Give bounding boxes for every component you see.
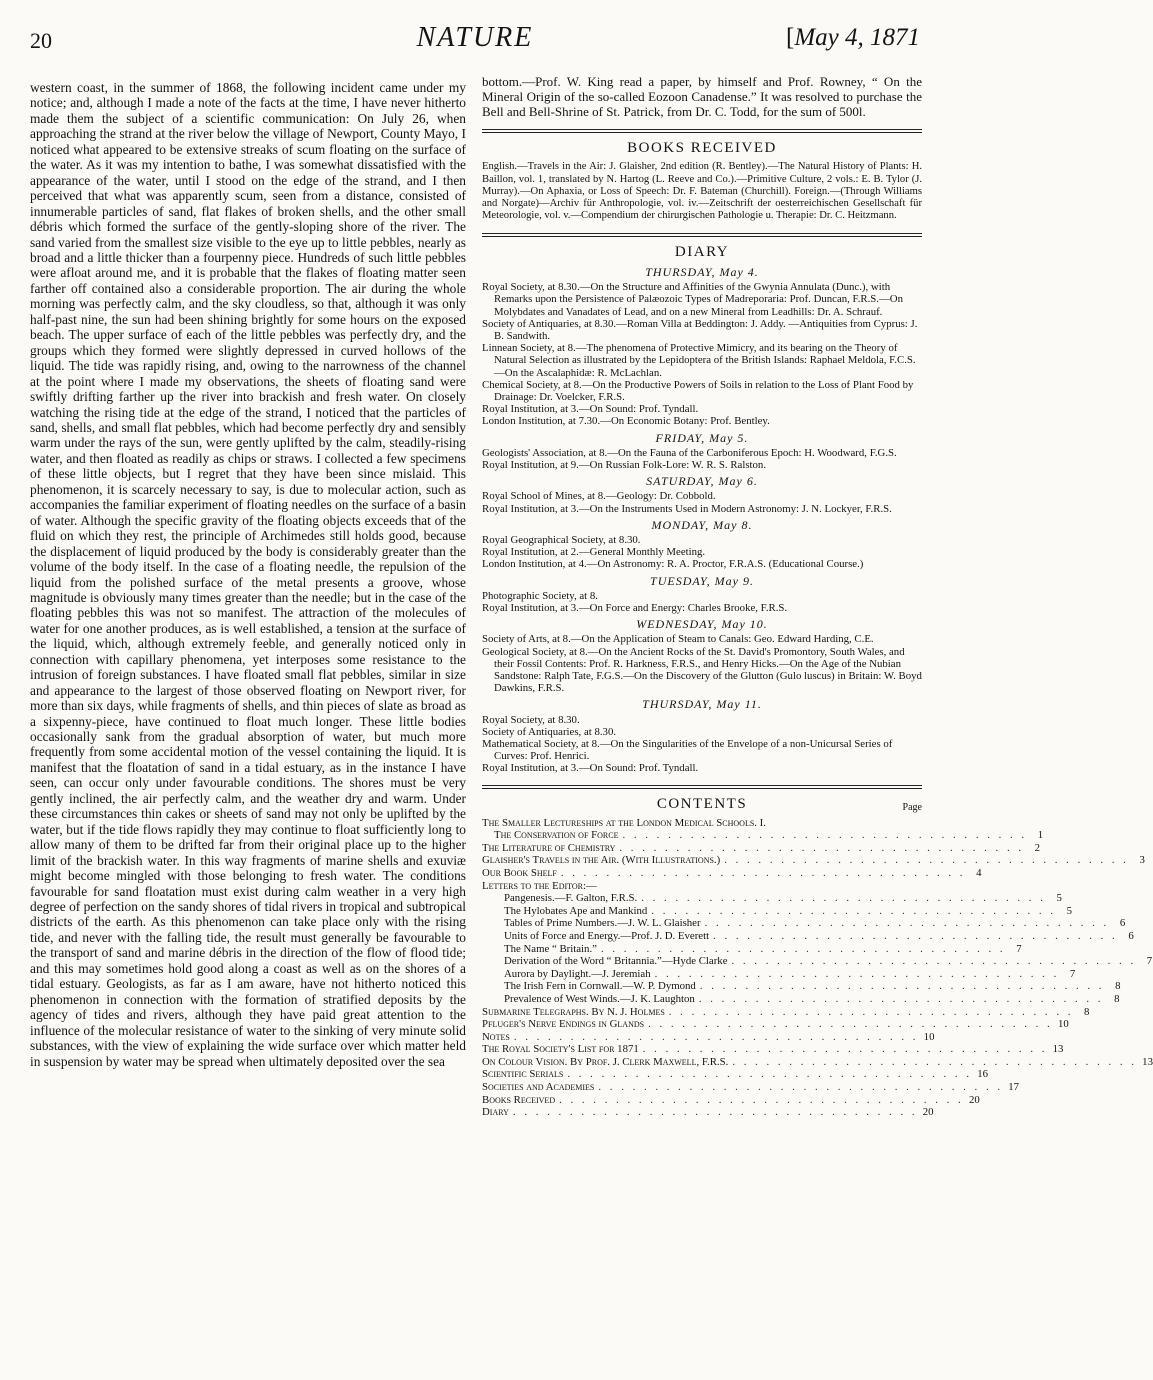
diary-entry: Royal Institution, at 3.—On Sound: Prof. Tyndall. bbox=[482, 762, 699, 775]
contents-item bbox=[482, 866, 982, 880]
contents-item bbox=[482, 841, 1041, 855]
diary-entry: Royal Institution, at 3.—On Sound: Prof. Tyndall. bbox=[482, 403, 699, 416]
section-divider bbox=[482, 233, 922, 237]
diary-entry: Royal Institution, at 3.—On the Instruments Used in Modern Astronomy: J. N. Lockyer, F.R.S. bbox=[482, 502, 892, 515]
contents-item bbox=[482, 1093, 980, 1107]
diary-entry: Royal Institution, at 9.—On Russian Folk-Lore: W. R. S. Ralston. bbox=[482, 458, 767, 471]
diary-entry: Photographic Society, at 8. bbox=[482, 589, 598, 602]
contents-page: 4 bbox=[976, 866, 982, 879]
diary-entry: Royal Institution, at 3.—On Force and Energy: Charles Brooke, F.R.S. bbox=[482, 601, 788, 614]
contents-item bbox=[482, 1081, 1020, 1094]
diary-day: FRIDAY, May 5. bbox=[655, 430, 749, 445]
books-heading: BOOKS RECEIVED bbox=[627, 140, 777, 156]
contents-item bbox=[482, 1030, 935, 1044]
contents-title: Pangenesis.—F. Galton, F.R.S. bbox=[504, 892, 638, 905]
contents-page: 7 bbox=[1146, 955, 1153, 968]
diary-entry: Society of Antiquaries, at 8.30.—Roman Villa at Beddington: J. Addy. —Antiquities from Cyprus: J. B. Sandwith. bbox=[482, 317, 918, 342]
contents-item bbox=[482, 980, 1121, 993]
diary-entry: Royal Society, at 8.30.—On the Structure and Affinities of the Gwynia Annulata (Dunc.), with Remarks upon the Persistence of Palæozoic Types of Madreporaria: Prof. Duncan, F.R.S.—On Molybdates and Vanadates of Lead, and on a new Mineral from Leadhills: Dr. A. Schrauf. bbox=[482, 281, 903, 318]
contents-item bbox=[482, 967, 1076, 981]
leader-dots: . . . . . . . . . . . . . . . . . . . . . . . . . . . . . . . . . . . . bbox=[567, 1068, 973, 1081]
section-divider bbox=[482, 785, 922, 789]
contents-title: Societies and Academies bbox=[482, 1081, 595, 1094]
diary-day: MONDAY, May 8. bbox=[651, 517, 753, 532]
leader-dots: . . . . . . . . . . . . . . . . . . . . . . . . . . . . . . . . . . . . bbox=[598, 1081, 1004, 1094]
contents-title: Tables of Prime Numbers.—J. W. L. Glaisher bbox=[504, 917, 701, 930]
contents-page: 10 bbox=[1057, 1018, 1069, 1031]
contents-title: The Conservation of Force bbox=[494, 829, 619, 842]
diary-entry: Linnean Society, at 8.—The phenomena of Protective Mimicry, and its bearing on the Theory of Natural Selection as illustrated by the Lepidoptera of the British Islands: Raphael Meldola, F.C.S.—On the Ascalaphidæ: R. McLachlan. bbox=[482, 342, 916, 379]
diary-entry: Royal School of Mines, at 8.—Geology: Dr. Cobbold. bbox=[482, 490, 716, 503]
contents-page: 7 bbox=[1069, 967, 1076, 980]
leader-dots: . . . . . . . . . . . . . . . . . . . . . . . . . . . . . . . . . . . . bbox=[654, 967, 1060, 980]
contents-header bbox=[482, 797, 922, 817]
contents-item bbox=[482, 992, 1120, 1006]
diary-entry: Royal Society, at 8.30. bbox=[482, 713, 580, 726]
article-text: western coast, in the summer of 1868, the following incident came under my notice; and, although I made a note of the facts at the time, I have never hitherto made them the subject of a scientific communication: On July 26, when approaching the strand at the river below the village of Newport, County Mayo, I noticed what appeared to be extensive streaks of scum floating on the surface of the water. As it was my intention to bathe, I was somewhat dissatisfied with the appearance of the water, until I stood on the edge of the strand, and I then perceived that what was apparently scum, seen from a distance, consisted of innumerable particles of sand, flat flakes of broken shells, and the other small débris which formed the surface of the gently-sloping shore of the river. The sand varied from the smallest size visible to the eye up to little pebbles, nearly as broad and a little thicker than a fourpenny piece. Hundreds of such little pebbles were afloat around me, and it is probable that the flakes of floating matter seen farther off contained also a considerable proportion. The air during the whole morning was perfectly calm, and the sky cloudless, so that, although it was only half-past nine, the sun had been shining brightly for some hours on the exposed beach. The upper surface of each of the little pebbles was perfectly dry, and the groups which they formed were slightly depressed in curved hollows of the liquid. The tide was rapidly rising, and, owing to the narrowness of the channel at the point where I made my observations, the sheets of floating sand were swiftly drifting farther up the river into brackish and fresh water. On closely watching the rising tide at the edge of the strand, I noticed that the particles of sand, shells, and small flat pebbles, which had become perfectly dry and sensibly warm under the rays of the sun, were gently uplifted by the calm, steadily-rising water, and then floated as readily as chips or straws. I collected a few specimens of these little objects, but I regret that they have been since mislaid. This phenomenon, it is scarcely necessary to say, is due to molecular action, such as accompanies the familiar experiment of floating needles on the surface of a basin of water. Although the specific gravity of the floating objects exceeds that of the fluid on which they rest, the principle of Archimedes still holds good, because the displacement of liquid produced by the body is considerably greater than the volume of the body itself. In the case of a floating needle, the repulsion of the liquid from the polished surface of the metal presents a groove, whose magnitude is obviously many times greater than the needle; but in the case of the floating pebbles this was not so manifest. The attraction of the molecules of water for one another produces, as is well established, a tension at the surface of the liquid, which, although extremely feeble, and generally noticed only in connection with capillary phenomena, yet interposes some resistance to the intrusion of foreign substances. I have floated small flat pebbles, similar in size and appearance to the largest of those observed floating on Newport river, for more than six days, while fragments of shells, and thin pieces of slate as broad as a sixpenny-piece, have continued to float much longer. These little bodies occasionally sank from the gradual absorption of water, but much more frequently from some accidental motion of the vessel containing the liquid. It is manifest that the floatation of sand in a tidal estuary, as in the instance I have seen, can occur only under favourable conditions. The shores must be very gently inclined, the air perfectly calm, and the weather dry and warm. Under these circumstances thin cakes or sheets of sand may not only be uplifted by the water, but if the tide flows rapidly they may continue to float sufficiently long to allow many of them to be drifted far from their original place up to the higher limit of the brackish water. In this way fragments of marine shells and exuviæ might become mingled with those belonging to fresh water. The conditions favourable for sand floatation must exist during calm weather in a very high degree of perfection on the sandy shores of tidal rivers in tropical and subtropical districts of the earth. As this phenomenon can take place only with the rising tide, and never with the falling tide, the result must generally be favourable to the transport of sand and marine débris in the direction of the flow of flood tide; and this may sometimes hold good along a coast as well as on the shores of a tidal estuary. Geologists, as far as I am aware, have not hitherto noticed this phenomenon in connection with the formation of stratified deposits by the agency of tides and rivers, although they have paid great attention to the influence of the molecular resistance of water to the sinking of very minute solid substances, with the view of explaining the wide surface over which matter held in suspension by water may be spread when ultimately deposited over the sea bbox=[30, 80, 466, 1069]
contents-page: 5 bbox=[1066, 904, 1072, 917]
leader-dots: . . . . . . . . . . . . . . . . . . . . . . . . . . . . . . . . . . . . bbox=[642, 1043, 1048, 1056]
leader-dots: . . . . . . . . . . . . . . . . . . . . . . . . . . . . . . . . . . . . bbox=[600, 942, 1006, 955]
leader-dots: . . . . . . . . . . . . . . . . . . . . . . . . . . . . . . . . . . . . bbox=[559, 1093, 964, 1106]
diary-entry: Chemical Society, at 8.—On the Productive Powers of Soils in relation to the Loss of Plant Food by Drainage: Dr. Voelcker, F.R.S. bbox=[482, 378, 914, 403]
contents-page: 8 bbox=[1115, 980, 1121, 993]
leader-dots: . . . . . . . . . . . . . . . . . . . . . . . . . . . . . . . . . . . . bbox=[704, 917, 1110, 930]
page-number: 20 bbox=[30, 28, 52, 53]
diary-day: THURSDAY, May 4. bbox=[645, 264, 759, 279]
contents-title: Units of Force and Energy.—Prof. J. D. Everett bbox=[504, 929, 710, 942]
leader-dots: . . . . . . . . . . . . . . . . . . . . . . . . . . . . . . . . . . . . bbox=[560, 866, 966, 879]
diary-entry: Mathematical Society, at 8.—On the Singularities of the Envelope of a non-Unicursal Series of Curves: Prof. Henrici. bbox=[482, 738, 893, 763]
leader-dots: . . . . . . . . . . . . . . . . . . . . . . . . . . . . . . . . . . . . bbox=[668, 1005, 1074, 1018]
diary-entry: Society of Arts, at 8.—On the Application of Steam to Canals: Geo. Edward Harding, C.E. bbox=[482, 633, 874, 646]
diary-day: THURSDAY, May 11. bbox=[642, 697, 762, 712]
contents-title: Diary bbox=[482, 1106, 509, 1119]
leader-dots: . . . . . . . . . . . . . . . . . . . . . . . . . . . . . . . . . . . . bbox=[622, 829, 1028, 842]
contents-title: Scientific Serials bbox=[482, 1068, 564, 1081]
contents-item bbox=[482, 817, 922, 830]
contents-item bbox=[482, 892, 1062, 905]
diary-list bbox=[482, 265, 922, 775]
contents-title: The Name “ Britain.” bbox=[504, 942, 597, 955]
contents-item bbox=[482, 1018, 1069, 1031]
contents-page: 20 bbox=[968, 1093, 980, 1106]
left-column bbox=[30, 80, 466, 1069]
leader-dots: . . . . . . . . . . . . . . . . . . . . . . . . . . . . . . . . . . . . bbox=[513, 1030, 919, 1043]
contents-title: Submarine Telegraphs. By N. J. Holmes bbox=[482, 1005, 665, 1018]
contents-page: 7 bbox=[1016, 942, 1022, 955]
diary-entry: Society of Antiquaries, at 8.30. bbox=[482, 725, 617, 738]
contents-page: 10 bbox=[923, 1030, 935, 1043]
diary-entry: London Institution, at 4.—On Astronomy: R. A. Proctor, F.R.A.S. (Educational Course.) bbox=[482, 558, 864, 571]
diary-day: SATURDAY, May 6. bbox=[646, 474, 758, 489]
diary-entry: Royal Geographical Society, at 8.30. bbox=[482, 533, 641, 546]
contents-title: Notes bbox=[482, 1030, 510, 1043]
page-column-label: Page bbox=[902, 801, 922, 813]
leader-dots: . . . . . . . . . . . . . . . . . . . . . . . . . . . . . . . . . . . . bbox=[724, 854, 1129, 867]
leader-dots: . . . . . . . . . . . . . . . . . . . . . . . . . . . . . . . . . . . . bbox=[713, 929, 1118, 942]
diary-heading: DIARY bbox=[674, 243, 730, 260]
leader-dots: . . . . . . . . . . . . . . . . . . . . . . . . . . . . . . . . . . . . bbox=[619, 841, 1025, 854]
contents-item bbox=[482, 929, 1134, 943]
section-divider bbox=[482, 129, 922, 133]
contents-page: 17 bbox=[1008, 1081, 1020, 1094]
leader-dots: . . . . . . . . . . . . . . . . . . . . . . . . . . . . . . . . . . . . bbox=[732, 1055, 1137, 1068]
contents-title: Pfluger's Nerve Endings in Glands bbox=[482, 1018, 645, 1031]
contents-title: Aurora by Daylight.—J. Jeremiah bbox=[504, 967, 651, 980]
contents-item bbox=[482, 829, 1044, 842]
contents-page: 13 bbox=[1052, 1043, 1064, 1056]
contents-title: Letters to the Editor:— bbox=[482, 879, 597, 892]
contents-page: 1 bbox=[1037, 829, 1044, 842]
contents-title: Glaisher's Travels in the Air. (With Illustrations.) bbox=[482, 854, 721, 867]
contents-item bbox=[482, 1043, 1064, 1056]
contents-item bbox=[482, 1055, 1153, 1069]
contents-item bbox=[482, 1106, 934, 1119]
diary-day: WEDNESDAY, May 10. bbox=[636, 617, 768, 632]
issue-date: [May 4, 1871 bbox=[786, 24, 920, 51]
contents-item bbox=[482, 904, 1072, 918]
leader-dots: . . . . . . . . . . . . . . . . . . . . . . . . . . . . . . . . . . . . bbox=[731, 955, 1137, 968]
contents-item bbox=[482, 880, 922, 893]
contents-item bbox=[482, 1068, 989, 1081]
contents-page: 6 bbox=[1119, 917, 1126, 930]
page-header bbox=[30, 22, 920, 58]
contents-list bbox=[482, 816, 1153, 1119]
contents-heading: CONTENTS bbox=[656, 795, 748, 812]
contents-title: On Colour Vision. By Prof. J. Clerk Maxwell, F.R.S. bbox=[482, 1055, 729, 1068]
contents-title: The Hylobates Ape and Mankind bbox=[504, 904, 648, 917]
books-text: English.—Travels in the Air: J. Glaisher, 2nd edition (R. Bentley).—The Natural History of Plants: H. Baillon, vol. 1, translated by N. Hartog (L. Reeve and Co.).—Primitive Culture, 2 vols.: E. B. Tylor (J. Murray).—On Aphaxia, or Loss of Speech: Dr. F. Bateman (Churchill). Foreign.—(Through Williams and Norgate)—Archiv für Anthropologie, vol. iv.—Zeitschrift der oesterreichischen Gesellschaft für Meteorologie, vol. v.—Compendium der chirurgischen Pathologie u. Therapie: Dr. C. Heitzmann. bbox=[482, 161, 922, 222]
contents-title: Prevalence of West Winds.—J. K. Laughton bbox=[504, 992, 695, 1005]
diary-day: TUESDAY, May 9. bbox=[650, 573, 754, 588]
contents-page: 8 bbox=[1084, 1005, 1090, 1018]
contents-item bbox=[482, 1005, 1090, 1019]
contents-page: 20 bbox=[922, 1106, 934, 1119]
leader-dots: . . . . . . . . . . . . . . . . . . . . . . . . . . . . . . . . . . . . bbox=[698, 992, 1104, 1005]
contents-title: The Literature of Chemistry bbox=[482, 841, 616, 854]
contents-page: 5 bbox=[1056, 892, 1062, 905]
contents-title: The Smaller Lectureships at the London Medical Schools. I. bbox=[482, 816, 766, 829]
contents-title: The Royal Society's List for 1871 bbox=[482, 1043, 639, 1056]
contents-page: 2 bbox=[1034, 841, 1041, 854]
contents-title: Our Book Shelf bbox=[482, 866, 557, 879]
contents-page: 8 bbox=[1114, 992, 1120, 1005]
contents-title: The Irish Fern in Cornwall.—W. P. Dymond bbox=[504, 980, 696, 993]
contents-title: Derivation of the Word “ Britannia.”—Hyde Clarke bbox=[504, 955, 728, 968]
journal-title: NATURE bbox=[416, 22, 534, 53]
leader-dots: . . . . . . . . . . . . . . . . . . . . . . . . . . . . . . . . . . . . bbox=[641, 892, 1046, 905]
contents-page: 16 bbox=[977, 1068, 989, 1081]
contents-item bbox=[482, 854, 1145, 867]
diary-entry: Royal Institution, at 2.—General Monthly Meeting. bbox=[482, 546, 706, 559]
contents-page: 6 bbox=[1128, 929, 1134, 942]
contents-item bbox=[482, 955, 1153, 968]
leader-dots: . . . . . . . . . . . . . . . . . . . . . . . . . . . . . . . . . . . . bbox=[512, 1106, 918, 1119]
leader-dots: . . . . . . . . . . . . . . . . . . . . . . . . . . . . . . . . . . . . bbox=[699, 980, 1105, 993]
article-continuation: bottom.—Prof. W. King read a paper, by himself and Prof. Rowney, “ On the Mineral Origin of the so-called Eozoon Canadense.” It was resolved to purchase the Bell and Bell-Shrine of St. Patrick, from Dr. C. Todd, for the sum of 500l. bbox=[482, 74, 922, 119]
diary-entry: London Institution, at 7.30.—On Economic Botany: Prof. Bentley. bbox=[482, 415, 770, 428]
diary-entry: Geologists' Association, at 8.—On the Fauna of the Carboniferous Epoch: H. Woodward, F.G.S. bbox=[482, 446, 897, 459]
contents-item bbox=[482, 917, 1126, 930]
leader-dots: . . . . . . . . . . . . . . . . . . . . . . . . . . . . . . . . . . . . bbox=[651, 904, 1056, 917]
contents-item bbox=[482, 942, 1022, 956]
right-column bbox=[482, 74, 1153, 1119]
diary-entry: Geological Society, at 8.—On the Ancient Rocks of the St. David's Promontory, South Wales, and their Fossil Contents: Prof. R. Harkness, F.R.S., and Henry Hicks.—On the Age of the Nubian Sandstone: Ralph Tate, F.G.S.—On the Discovery of the Glutton (Gulo luscus) in Britain: W. Boyd Dawkins, F.R.S. bbox=[482, 645, 922, 695]
contents-page: 3 bbox=[1139, 854, 1145, 867]
contents-page: 13 bbox=[1142, 1055, 1153, 1068]
contents-title: Books Received bbox=[482, 1093, 556, 1106]
leader-dots: . . . . . . . . . . . . . . . . . . . . . . . . . . . . . . . . . . . . bbox=[648, 1018, 1053, 1031]
